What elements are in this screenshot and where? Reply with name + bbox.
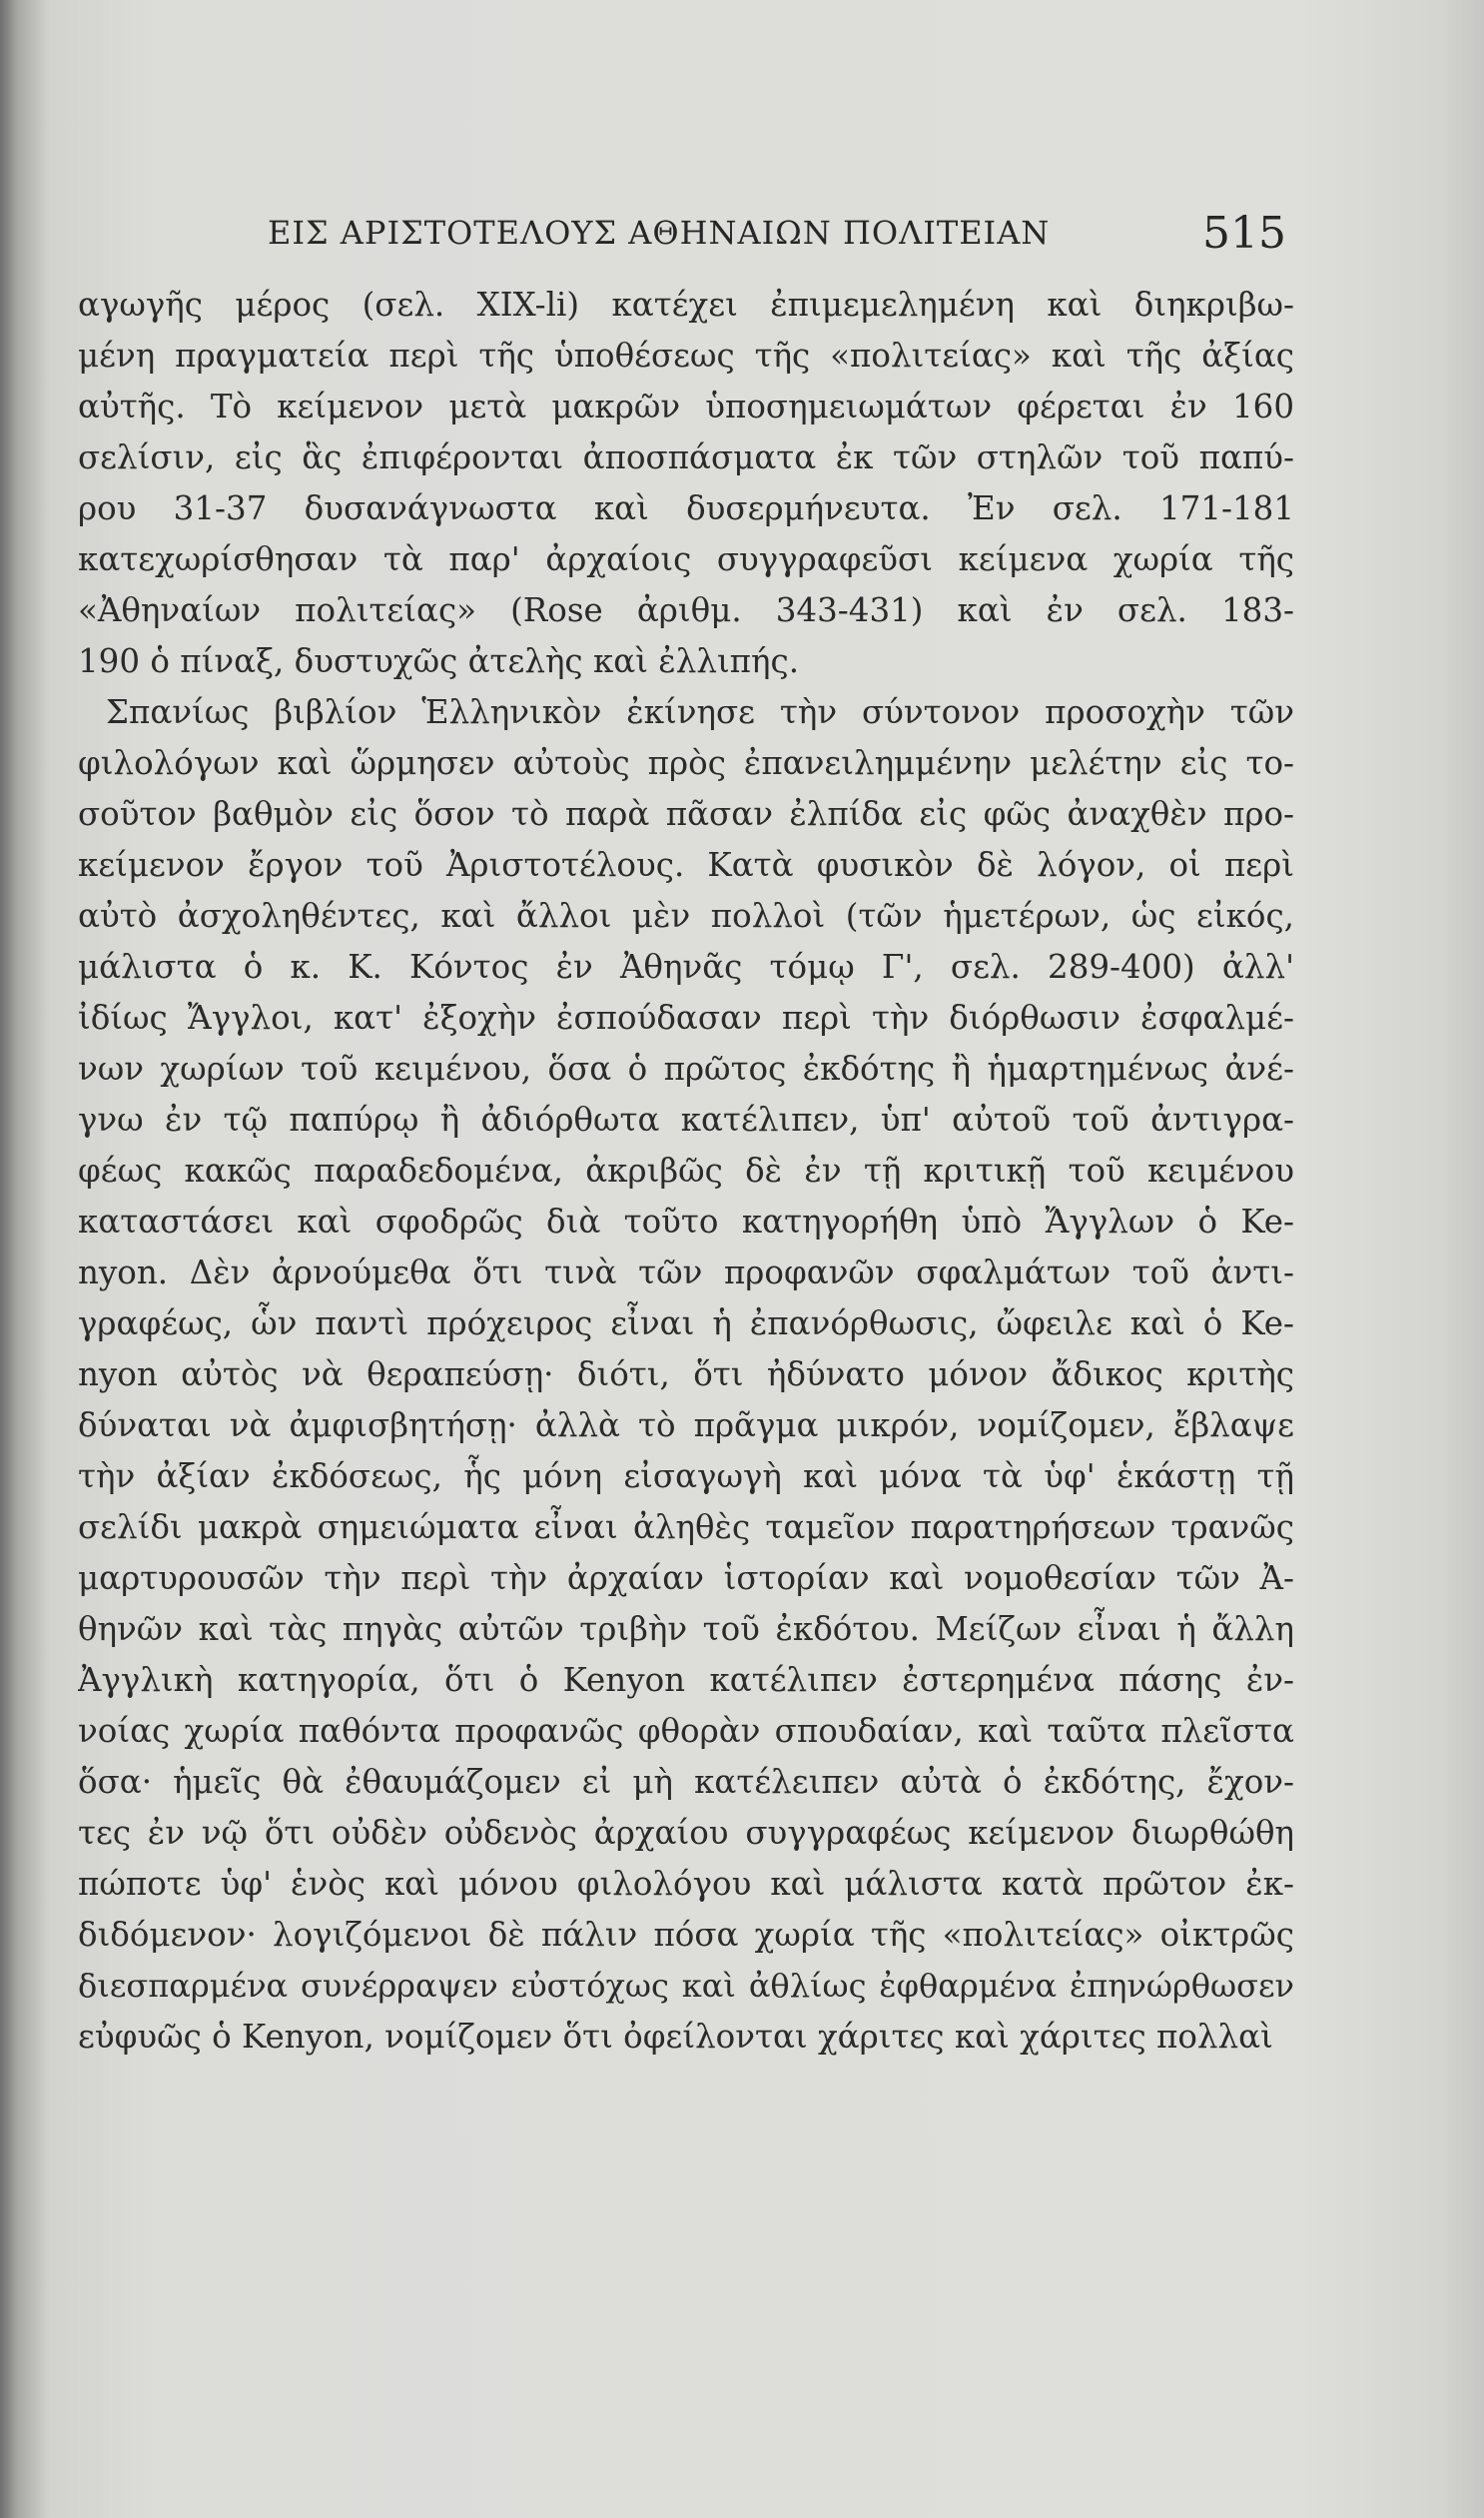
text-line: διεσπαρμένα συνέρραψεν εὐστόχως καὶ ἀθλίως ἐφθαρμένα ἐπηνώρθωσεν	[78, 1967, 1294, 2005]
text-line: νων χωρίων τοῦ κειμένου, ὅσα ὁ πρῶτος ἐκδότης ἢ ἡμαρτημένως ἀνέ-	[78, 1050, 1294, 1088]
text-line: αὐτῆς. Τὸ κείμενον μετὰ μακρῶν ὑποσημειωμάτων φέρεται ἐν 160	[78, 388, 1294, 425]
text-line: δύναται νὰ ἀμφισβητήσῃ· ἀλλὰ τὸ πρᾶγμα μικρόν, νομίζομεν, ἔβλαψε	[78, 1406, 1294, 1444]
text-line: ὅσα· ἡμεῖς θὰ ἐθαυμάζομεν εἰ μὴ κατέλειπεν αὐτὰ ὁ ἐκδότης, ἔχον-	[78, 1763, 1294, 1801]
text-line: πώποτε ὑφ' ἑνὸς καὶ μόνου φιλολόγου καὶ μάλιστα κατὰ πρῶτον ἐκ-	[78, 1865, 1294, 1903]
text-line: μένη πραγματεία περὶ τῆς ὑποθέσεως τῆς «πολιτείας» καὶ τῆς ἀξίας	[78, 337, 1294, 375]
text-line: αὐτὸ ἀσχοληθέντες, καὶ ἄλλοι μὲν πολλοὶ (τῶν ἡμετέρων, ὡς εἰκός,	[78, 897, 1294, 935]
text-line: 190 ὁ πίναξ, δυστυχῶς ἀτελὴς καὶ ἐλλιπής.	[78, 642, 800, 680]
text-line: νοίας χωρία παθόντα προφανῶς φθορὰν σπουδαίαν, καὶ ταῦτα πλεῖστα	[78, 1712, 1294, 1750]
text-line: διδόμενον· λογιζόμενοι δὲ πάλιν πόσα χωρία τῆς «πολιτείας» οἰκτρῶς	[78, 1916, 1294, 1954]
text-line: κείμενον ἔργον τοῦ Ἀριστοτέλους. Κατὰ φυσικὸν δὲ λόγον, οἱ περὶ	[78, 846, 1294, 884]
body-text	[78, 280, 1294, 2063]
text-line: καταστάσει καὶ σφοδρῶς διὰ τοῦτο κατηγορήθη ὑπὸ Ἄγγλων ὁ Ke-	[78, 1203, 1294, 1241]
page-number: 515	[1202, 208, 1286, 259]
text-line: σοῦτον βαθμὸν εἰς ὅσον τὸ παρὰ πᾶσαν ἐλπίδα εἰς φῶς ἀναχθὲν προ-	[78, 795, 1294, 833]
text-line: τες ἐν νῷ ὅτι οὐδὲν οὐδενὸς ἀρχαίου συγγραφέως κείμενον διωρθώθη	[78, 1814, 1294, 1852]
text-line: φέως κακῶς παραδεδομένα, ἀκριβῶς δὲ ἐν τῇ κριτικῇ τοῦ κειμένου	[78, 1152, 1294, 1190]
text-line: nyon. Δὲν ἀρνούμεθα ὅτι τινὰ τῶν προφανῶν σφαλμάτων τοῦ ἀντι-	[78, 1254, 1294, 1291]
text-line: σελίσιν, εἰς ἃς ἐπιφέρονται ἀποσπάσματα ἐκ τῶν στηλῶν τοῦ παπύ-	[78, 438, 1294, 476]
text-line: ἰδίως Ἄγγλοι, κατ' ἐξοχὴν ἐσπούδασαν περὶ τὴν διόρθωσιν ἐσφαλμέ-	[78, 999, 1294, 1037]
text-line: Ἀγγλικὴ κατηγορία, ὅτι ὁ Kenyon κατέλιπεν ἐστερημένα πάσης ἐν-	[78, 1661, 1294, 1699]
text-line: αγωγῆς μέρος (σελ. XIX-li) κατέχει ἐπιμεμελημένη καὶ διηκριβω-	[78, 286, 1294, 324]
text-line: nyon αὐτὸς νὰ θεραπεύσῃ· διότι, ὅτι ἠδύνατο μόνον ἄδικος κριτὴς	[78, 1355, 1294, 1393]
text-line: ρου 31-37 δυσανάγνωστα καὶ δυσερμήνευτα. Ἐν σελ. 171-181	[78, 489, 1294, 527]
text-line: φιλολόγων καὶ ὥρμησεν αὐτοὺς πρὸς ἐπανειλημμένην μελέτην εἰς το-	[78, 744, 1294, 782]
text-line: «Ἀθηναίων πολιτείας» (Rose ἀριθμ. 343-431) καὶ ἐν σελ. 183-	[78, 591, 1294, 629]
text-line: εὐφυῶς ὁ Kenyon, νομίζομεν ὅτι ὀφείλονται χάριτες καὶ χάριτες πολλαὶ	[78, 2018, 1273, 2056]
running-header	[268, 208, 1286, 268]
text-line: γνω ἐν τῷ παπύρῳ ἢ ἀδιόρθωτα κατέλιπεν, ὑπ' αὐτοῦ τοῦ ἀντιγρα-	[78, 1101, 1294, 1139]
text-line: θηνῶν καὶ τὰς πηγὰς αὐτῶν τριβὴν τοῦ ἐκδότου. Μείζων εἶναι ἡ ἄλλη	[78, 1610, 1294, 1648]
running-title: ΕΙΣ ΑΡΙΣΤΟΤΕΛΟΥΣ ΑΘΗΝΑΙΩΝ ΠΟΛΙΤΕΙΑΝ	[268, 214, 1051, 252]
text-line: σελίδι μακρὰ σημειώματα εἶναι ἀληθὲς ταμεῖον παρατηρήσεων τρανῶς	[78, 1508, 1294, 1546]
paragraph-first-line: Σπανίως βιβλίον Ἑλληνικὸν ἐκίνησε τὴν σύντονον προσοχὴν τῶν	[106, 693, 1294, 731]
text-line: τὴν ἀξίαν ἐκδόσεως, ἧς μόνη εἰσαγωγὴ καὶ μόνα τὰ ὑφ' ἑκάστῃ τῇ	[78, 1457, 1294, 1495]
text-line: γραφέως, ὧν παντὶ πρόχειρος εἶναι ἡ ἐπανόρθωσις, ὤφειλε καὶ ὁ Ke-	[78, 1304, 1294, 1342]
text-line: μάλιστα ὁ κ. Κ. Κόντος ἐν Ἀθηνᾶς τόμῳ Γ', σελ. 289-400) ἀλλ'	[78, 948, 1294, 986]
text-line: μαρτυρουσῶν τὴν περὶ τὴν ἀρχαίαν ἱστορίαν καὶ νομοθεσίαν τῶν Ἀ-	[78, 1559, 1294, 1597]
text-line: κατεχωρίσθησαν τὰ παρ' ἀρχαίοις συγγραφεῦσι κείμενα χωρία τῆς	[78, 540, 1294, 578]
